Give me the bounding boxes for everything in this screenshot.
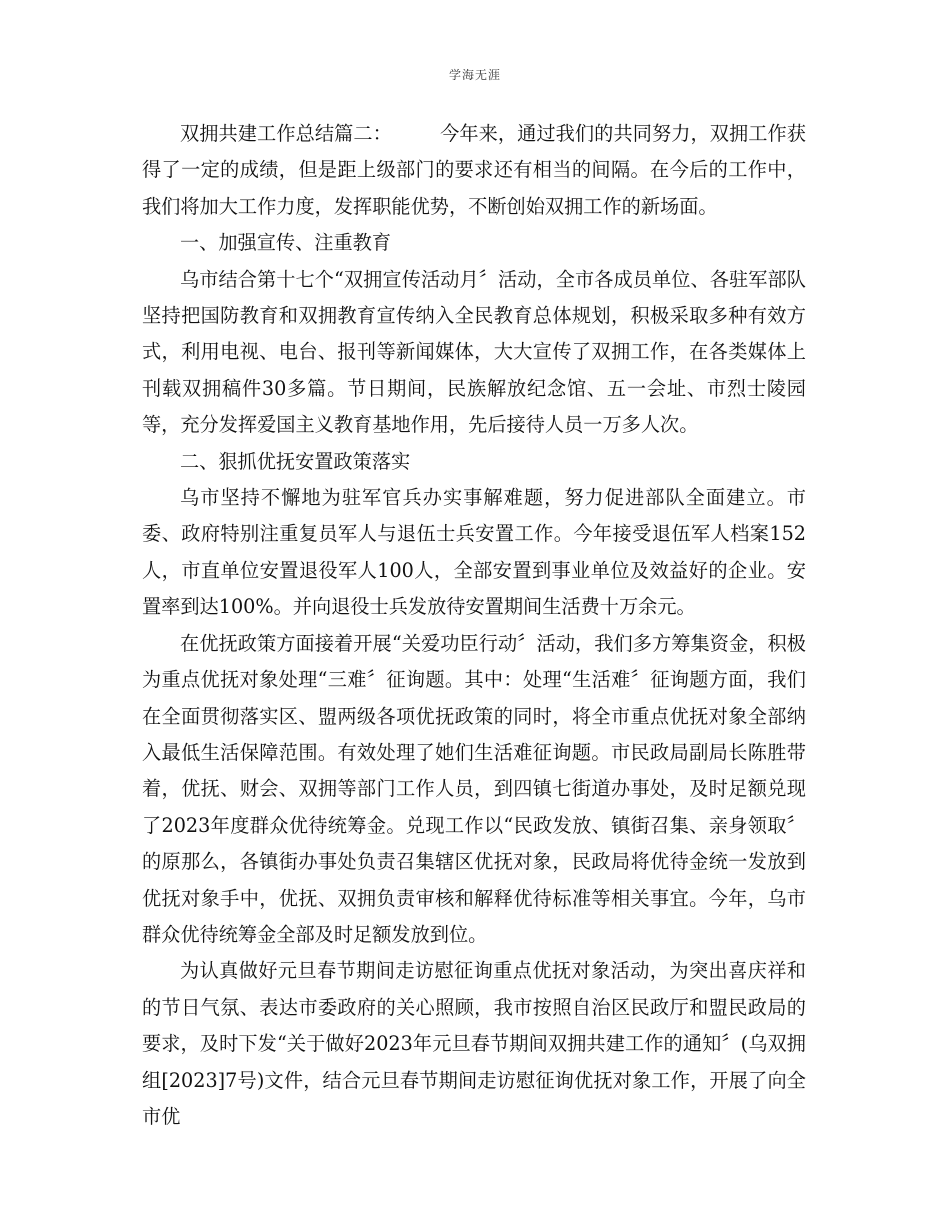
paragraph-resettlement: 乌市坚持不懈地为驻军官兵办实事解难题，努力促进部队全面建立。市委、政府特别注重复员军人与退伍士兵安置工作。今年接受退伍军人档案152人，市直单位安置退役军人100人，全部安置到事业单位及效益好的企业。安置率到达100%。并向退役士兵发放待安置期间生活费十万余元。	[142, 486, 806, 619]
paragraph-preferential-policy: 在优抚政策方面接着开展“关爱功臣行动〞活动，我们多方筹集资金，积极为重点优抚对象处理“三难〞征询题。其中：处理“生活难〞征询题方面，我们在全面贯彻落实区、盟两级各项优抚政策的同时，将全市重点优抚对象全部纳入最低生活保障范围。有效处理了她们生活难征询题。市民政局副局长陈胜带着，优抚、财会、双拥等部门工作人员，到四镇七街道办事处，及时足额兑现了2023年度群众优待统筹金。兑现工作以“民政发放、镇街召集、亲身领取〞的原那么，各镇街办事处负责召集辖区优抚对象，民政局将优待金统一发放到优抚对象手中，优抚、双拥负责审核和解释优待标准等相关事宜。今年，乌市群众优待统筹金全部及时足额发放到位。	[142, 631, 806, 946]
document-body	[142, 116, 806, 1135]
paragraph-publicity: 乌市结合第十七个“双拥宣传活动月〞活动，全市各成员单位、各驻军部队坚持把国防教育和双拥教育宣传纳入全民教育总体规划，积极采取多种有效方式，利用电视、电台、报刊等新闻媒体，大大宣传了双拥工作，在各类媒体上刊载双拥稿件30多篇。节日期间，民族解放纪念馆、五一会址、市烈士陵园等，充分发挥爱国主义教育基地作用，先后接待人员一万多人次。	[142, 267, 806, 437]
page-header: 学海无涯	[448, 68, 501, 82]
paragraph-intro: 双拥共建工作总结篇二： 今年来，通过我们的共同努力，双拥工作获得了一定的成绩，但是距上级部门的要求还有相当的间隔。在今后的工作中，我们将加大工作力度，发挥职能优势，不断创始双拥工作的新场面。	[142, 122, 806, 218]
section-heading-1: 一、加强宣传、注重教育	[180, 231, 392, 255]
section-heading-2: 二、狠抓优抚安置政策落实	[180, 449, 411, 473]
paragraph-spring-festival: 为认真做好元旦春节期间走访慰征询重点优抚对象活动，为突出喜庆祥和的节日气氛、表达市委政府的关心照顾，我市按照自治区民政厅和盟民政局的要求，及时下发“关于做好2023年元旦春节期间双拥共建工作的通知〞(乌双拥组[2023]7号)文件，结合元旦春节期间走访慰征询优抚对象工作，开展了向全市优	[142, 959, 806, 1128]
